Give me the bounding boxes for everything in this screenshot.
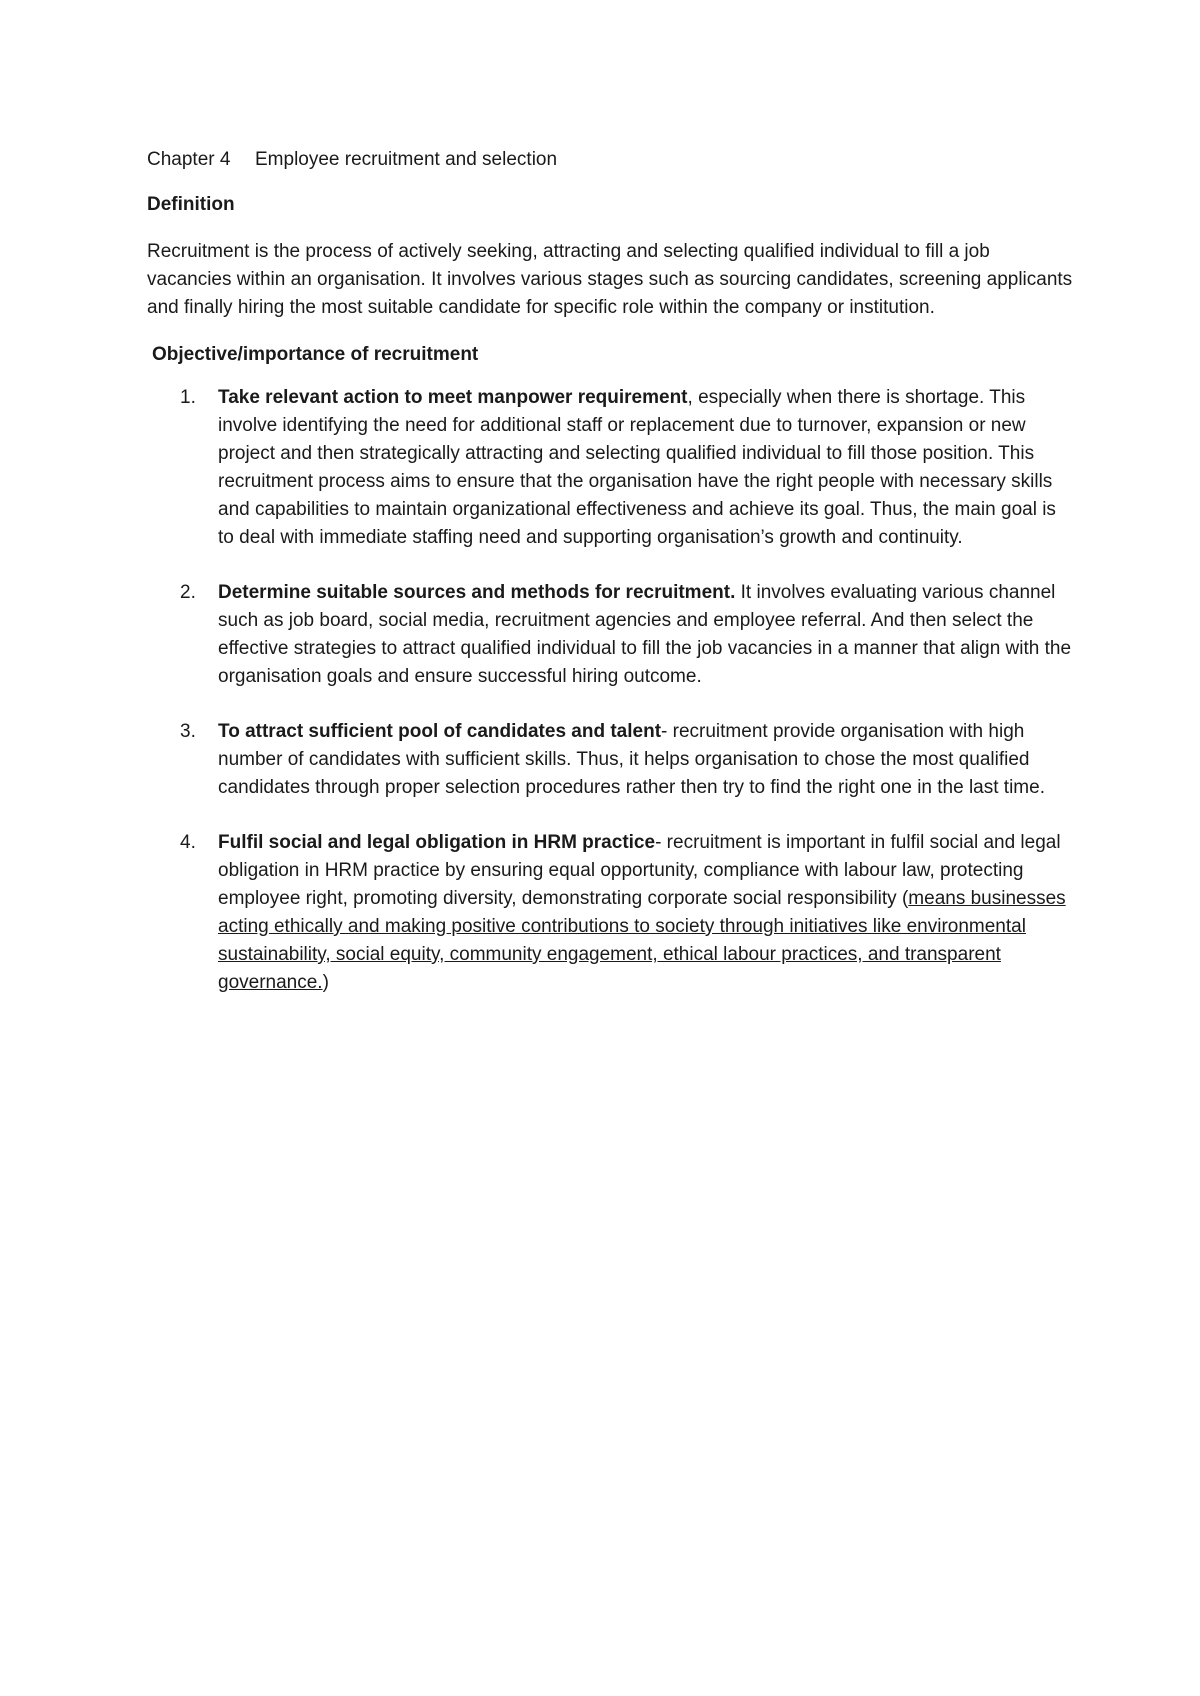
- objective-list: [147, 384, 1077, 997]
- list-item-number: 4.: [180, 832, 196, 853]
- closing-parenthesis: ): [322, 972, 329, 993]
- list-item-number: 1.: [180, 387, 196, 408]
- list-item: [147, 384, 1077, 552]
- list-item-text: - recruitment provide organisation with high number of candidates with sufficient skills. Thus, it helps organisation to chose the most qualified candidates through proper selection procedures rather then try to find the right one in the last time.: [218, 721, 1045, 798]
- definition-paragraph: Recruitment is the process of actively seeking, attracting and selecting qualified individual to fill a job vacancies within an organisation. It involves various stages such as sourcing candidates, screening applicants and finally hiring the most suitable candidate for specific role within the company or institution.: [147, 241, 1073, 318]
- list-item-text: It involves evaluating various channel such as job board, social media, recruitment agencies and employee referral. And then select the effective strategies to attract qualified individual to fill the job vacancies in a manner that align with the organisation goals and ensure successful hiring outcome.: [218, 582, 1072, 687]
- list-item-lead: To attract sufficient pool of candidates and talent: [218, 721, 662, 742]
- definition-heading: Definition: [147, 194, 235, 215]
- list-item-number: 2.: [180, 582, 196, 603]
- list-item-number: 3.: [180, 721, 196, 742]
- list-item-text: - recruitment is important in fulfil social and legal obligation in HRM practice by ensuring equal opportunity, compliance with labour law, protecting employee right, promoting diversity, demonstrating corporate social responsibility (: [218, 832, 1061, 909]
- list-item-lead: Take relevant action to meet manpower requirement: [218, 387, 688, 408]
- objective-heading: Objective/importance of recruitment: [152, 344, 479, 365]
- list-item-lead: Determine suitable sources and methods for recruitment.: [218, 582, 736, 603]
- list-item: [147, 718, 1077, 802]
- chapter-title: Employee recruitment and selection: [255, 149, 558, 170]
- chapter-title-line: [147, 146, 1077, 174]
- list-item-text: , especially when there is shortage. This involve identifying the need for additional staff or replacement due to turnover, expansion or new project and then strategically attracting and selecting qualified individual to fill those position. This recruitment process aims to ensure that the organisation have the right people with necessary skills and capabilities to maintain organizational effectiveness and achieve its goal. Thus, the main goal is to deal with immediate staffing need and supporting organisation’s growth and continuity.: [218, 387, 1056, 548]
- chapter-number: Chapter 4: [147, 149, 231, 170]
- list-item: [147, 579, 1077, 691]
- csr-definition-underlined: means businesses acting ethically and making positive contributions to society through initiatives like environmental sustainability, social equity, community engagement, ethical labour practices, and transparent governance.: [218, 888, 1066, 993]
- list-item-lead: Fulfil social and legal obligation in HRM practice: [218, 832, 656, 853]
- list-item: [147, 829, 1077, 997]
- document-body: [147, 146, 1077, 1024]
